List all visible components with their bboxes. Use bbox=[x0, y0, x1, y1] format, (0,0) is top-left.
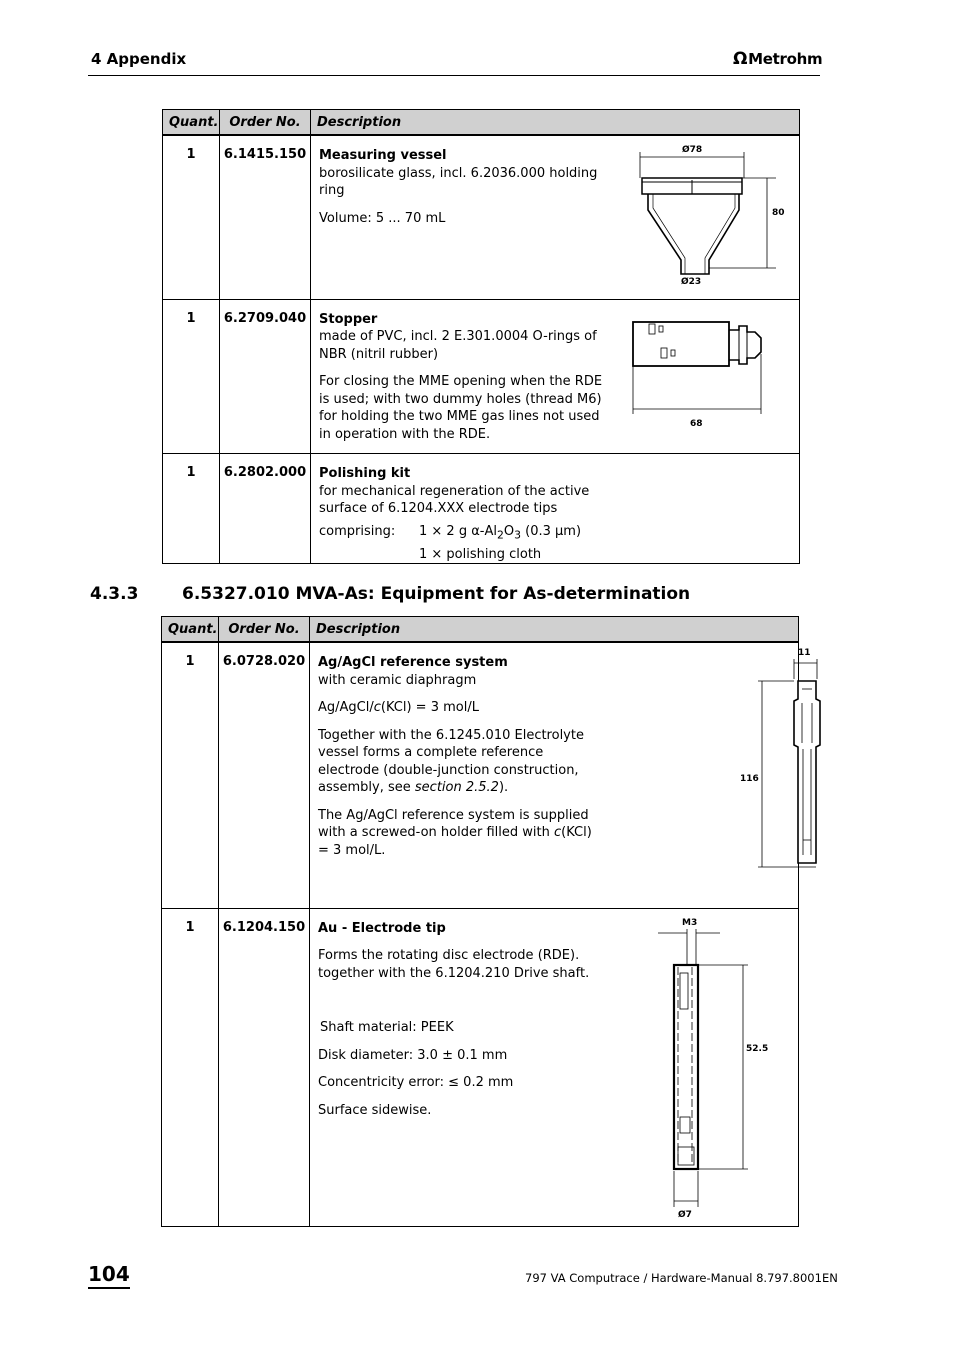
dim-bottom: Ø7 bbox=[678, 1209, 692, 1220]
description-cell bbox=[310, 642, 811, 908]
dim-top: M3 bbox=[682, 917, 698, 928]
dim-top: 11 bbox=[798, 648, 811, 658]
dim-side: 52.5 bbox=[746, 1043, 769, 1054]
item-name: Measuring vessel bbox=[319, 148, 447, 163]
logo-text: Metrohm bbox=[748, 50, 823, 68]
order-cell: 6.1415.150 bbox=[220, 135, 311, 299]
table-row bbox=[162, 908, 799, 1226]
electrode-tip-drawing bbox=[650, 915, 800, 1227]
item-purpose: For closing the MME opening when the RDE is used; with two dummy holes (thread M6) for holding the two MME gas lines not used in operation with the RDE. bbox=[319, 374, 603, 442]
page-number: 104 bbox=[88, 1262, 130, 1289]
table-header-row bbox=[162, 617, 799, 643]
omega-logo-icon: Ω bbox=[733, 49, 748, 69]
table-header-row bbox=[163, 110, 800, 136]
col-order: Order No. bbox=[219, 617, 310, 643]
dim-side: 116 bbox=[740, 774, 759, 784]
item-name: Polishing kit bbox=[319, 466, 411, 481]
dim-top: Ø78 bbox=[682, 145, 703, 155]
dim-side: 80 bbox=[772, 208, 785, 218]
metrohm-logo bbox=[733, 49, 822, 69]
parts-table-2 bbox=[161, 616, 811, 1227]
item-surface: Surface sidewise. bbox=[318, 1102, 432, 1118]
order-cell: 6.0728.020 bbox=[219, 642, 310, 908]
quant-cell: 1 bbox=[163, 299, 220, 454]
description-cell bbox=[311, 454, 800, 564]
table-row bbox=[162, 642, 799, 908]
measuring-vessel-drawing bbox=[631, 140, 801, 286]
stopper-drawing bbox=[629, 314, 789, 434]
item-detail: Forms the rotating disc electrode (RDE). together with the 6.1204.210 Drive shaft. bbox=[318, 948, 590, 981]
item-name: Au - Electrode tip bbox=[318, 920, 446, 936]
item-detail: with ceramic diaphragm bbox=[318, 672, 477, 688]
table-row bbox=[163, 454, 800, 564]
section-reference-link: section 2.5.2 bbox=[414, 780, 499, 795]
col-order: Order No. bbox=[220, 110, 311, 136]
quant-cell: 1 bbox=[162, 908, 219, 1226]
item-disk-diameter: Disk diameter: 3.0 ± 0.1 mm bbox=[318, 1047, 508, 1063]
comprising-item-alumina: 1 × 2 g $\alpha-Al_2O_3$ (0.3 µm) bbox=[419, 523, 582, 542]
parts-table-1 bbox=[162, 109, 800, 564]
order-cell: 6.2802.000 bbox=[220, 454, 311, 564]
item-concentration: Ag/AgCl/c(KCl) = 3 mol/L bbox=[318, 700, 479, 715]
item-concentricity: Concentricity error: ≤ 0.2 mm bbox=[318, 1075, 514, 1090]
item-detail: for mechanical regeneration of the active surface of 6.1204.XXX electrode tips bbox=[319, 483, 590, 516]
item-assembly-note: Together with the 6.1245.010 Electrolyte vessel forms a complete reference electrode (double-junction construction, assembly, see section 2.5.2). bbox=[318, 727, 584, 795]
section-number: 4.3.3 bbox=[90, 584, 139, 604]
table-row bbox=[163, 299, 800, 454]
description-cell bbox=[310, 908, 799, 1226]
table-row bbox=[163, 135, 800, 299]
comprising-item-cloth: 1 × polishing cloth bbox=[419, 546, 542, 562]
comprising-label: comprising: bbox=[319, 523, 396, 539]
item-volume: Volume: 5 ... 70 mL bbox=[319, 210, 446, 226]
item-shaft-material: Shaft material: PEEK bbox=[320, 1020, 454, 1035]
order-cell: 6.2709.040 bbox=[220, 299, 311, 454]
item-detail: made of PVC, incl. 2 E.301.0004 O-rings of NBR (nitril rubber) bbox=[319, 329, 597, 362]
description-cell bbox=[311, 135, 800, 299]
col-description: Description bbox=[310, 617, 799, 643]
item-name: Ag/AgCl reference system bbox=[318, 655, 508, 670]
item-supply-note: The Ag/AgCl reference system is supplied with a screwed-on holder filled with c(KCl) = 3 mol/L. bbox=[318, 807, 592, 858]
dim-bottom: 68 bbox=[690, 418, 703, 429]
chapter-title: 4 Appendix bbox=[91, 50, 187, 68]
section-heading bbox=[90, 584, 690, 604]
dim-bottom: Ø23 bbox=[681, 277, 702, 287]
col-quant: Quant. bbox=[163, 110, 220, 136]
description-cell bbox=[311, 299, 800, 454]
col-quant: Quant. bbox=[162, 617, 219, 643]
reference-electrode-drawing bbox=[690, 645, 811, 885]
quant-cell: 1 bbox=[162, 642, 219, 908]
col-description: Description bbox=[311, 110, 800, 136]
item-detail: borosilicate glass, incl. 6.2036.000 holding ring bbox=[319, 165, 598, 198]
section-title: 6.5327.010 MVA-As: Equipment for As-determination bbox=[182, 584, 691, 604]
comprising-list bbox=[319, 523, 619, 564]
item-name: Stopper bbox=[319, 311, 378, 327]
quant-cell: 1 bbox=[163, 135, 220, 299]
quant-cell: 1 bbox=[163, 454, 220, 564]
order-cell: 6.1204.150 bbox=[219, 908, 310, 1226]
manual-reference: 797 VA Computrace / Hardware-Manual 8.797.8001EN bbox=[525, 1271, 838, 1285]
header-rule bbox=[88, 75, 820, 76]
